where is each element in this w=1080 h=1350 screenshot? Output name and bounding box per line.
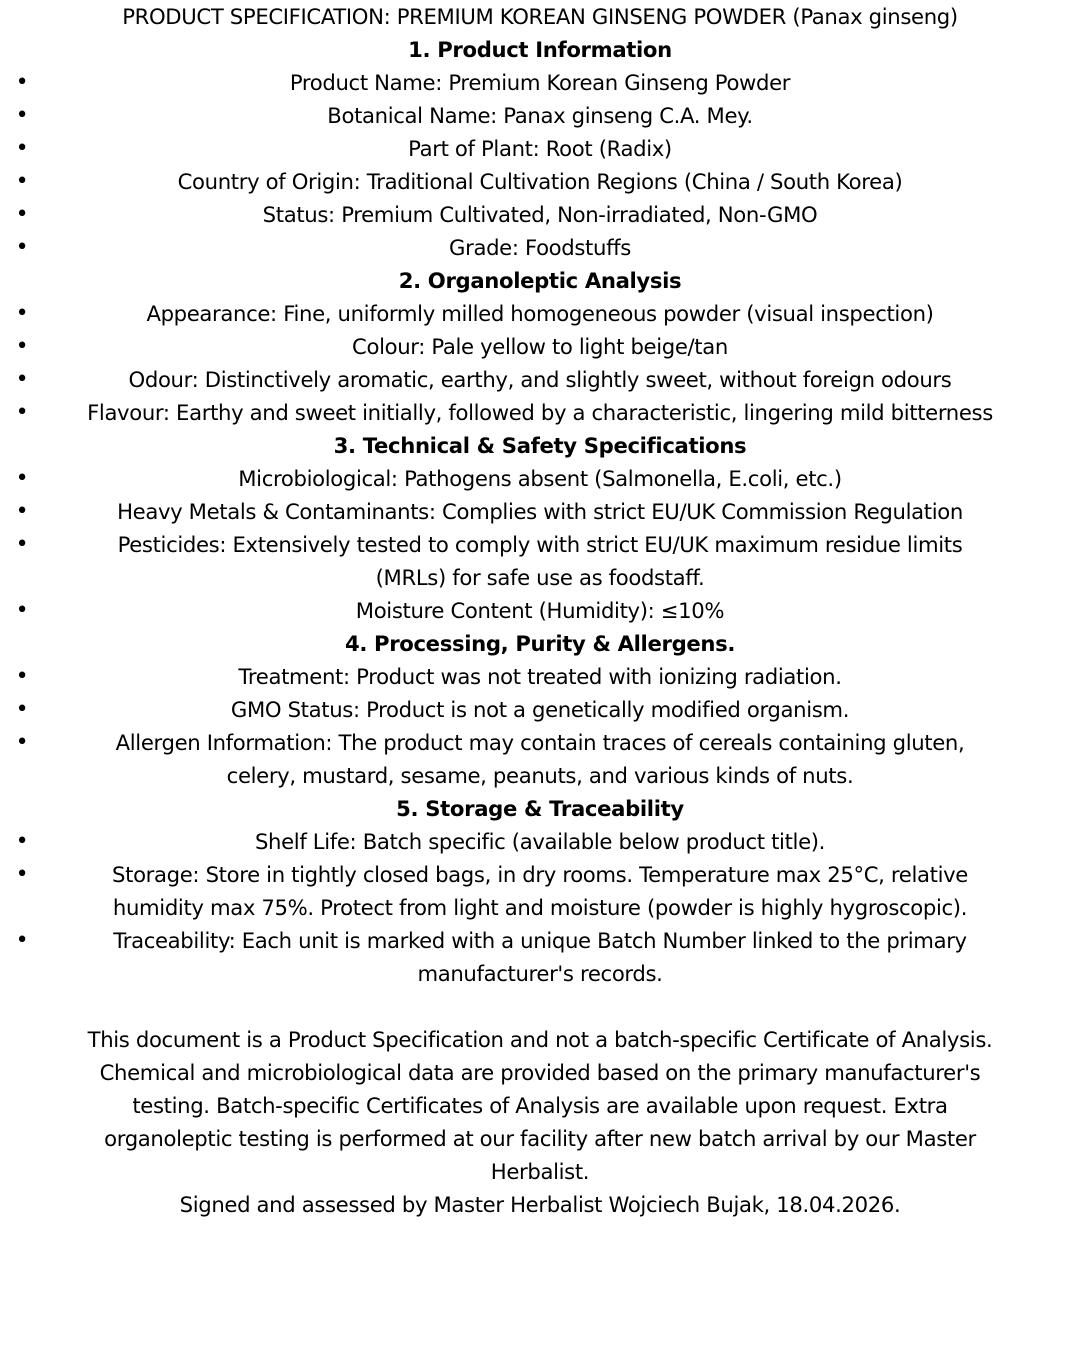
bullet-icon: • [15,598,29,623]
document-title-text: PRODUCT SPECIFICATION: PREMIUM KOREAN GINSENG POWDER (Panax ginseng) [122,4,958,29]
section-heading [0,627,1080,660]
list-item [0,198,1080,231]
section-heading [0,33,1080,66]
section-heading-text: 1. Product Information [408,37,672,62]
disclaimer-line [0,1155,1080,1188]
section-heading [0,264,1080,297]
list-item-continuation [0,561,1080,594]
list-item [0,825,1080,858]
list-item [0,396,1080,429]
list-item-text: GMO Status: Product is not a genetically modified organism. [230,697,850,722]
disclaimer-line [0,1023,1080,1056]
bullet-icon: • [15,70,29,95]
bullet-icon: • [15,466,29,491]
disclaimer-line [0,1056,1080,1089]
bullet-icon: • [15,301,29,326]
bullet-icon: • [15,235,29,260]
bullet-icon: • [15,169,29,194]
list-item [0,99,1080,132]
bullet-icon: • [15,697,29,722]
list-item-text: Flavour: Earthy and sweet initially, followed by a characteristic, lingering mild bitterness [87,400,993,425]
list-item [0,330,1080,363]
disclaimer-text: Herbalist. [490,1159,590,1184]
bullet-icon: • [15,103,29,128]
list-item [0,297,1080,330]
list-item-text: Part of Plant: Root (Radix) [408,136,672,161]
list-item-text: Microbiological: Pathogens absent (Salmonella, E.coli, etc.) [238,466,842,491]
list-item [0,726,1080,759]
list-item [0,693,1080,726]
list-item-text: Product Name: Premium Korean Ginseng Powder [289,70,791,95]
disclaimer-text: testing. Batch-specific Certificates of Analysis are available upon request. Extra [132,1093,948,1118]
section-heading-text: 3. Technical & Safety Specifications [333,433,747,458]
list-item [0,495,1080,528]
list-item-text: Traceability: Each unit is marked with a unique Batch Number linked to the primary [113,928,967,953]
bullet-icon: • [15,367,29,392]
list-item-text: Odour: Distinctively aromatic, earthy, and slightly sweet, without foreign odours [128,367,952,392]
bullet-icon: • [15,499,29,524]
list-item-text: Pesticides: Extensively tested to comply with strict EU/UK maximum residue limits [117,532,963,557]
list-item [0,924,1080,957]
list-item [0,462,1080,495]
bullet-icon: • [15,928,29,953]
disclaimer-line [0,1122,1080,1155]
disclaimer-text: This document is a Product Specification and not a batch-specific Certificate of Analysis. [87,1027,993,1052]
list-item [0,594,1080,627]
list-item-text: Allergen Information: The product may contain traces of cereals containing gluten, [115,730,965,755]
list-item [0,528,1080,561]
signature-line [0,1188,1080,1221]
list-item-text: Grade: Foodstuffs [449,235,631,260]
signature-text: Signed and assessed by Master Herbalist Wojciech Bujak, 18.04.2026. [179,1192,901,1217]
list-item [0,132,1080,165]
list-item-text: Storage: Store in tightly closed bags, in dry rooms. Temperature max 25°C, relative [112,862,968,887]
list-item-text: Botanical Name: Panax ginseng C.A. Mey. [327,103,753,128]
disclaimer-line [0,1089,1080,1122]
section-heading-text: 5. Storage & Traceability [396,796,684,821]
bullet-icon: • [15,136,29,161]
list-item-text: Moisture Content (Humidity): ≤10% [355,598,725,623]
section-heading [0,429,1080,462]
list-item-text: (MRLs) for safe use as foodstaff. [375,565,705,590]
list-item [0,66,1080,99]
list-item [0,165,1080,198]
section-heading [0,792,1080,825]
list-item-text: Colour: Pale yellow to light beige/tan [352,334,728,359]
bullet-icon: • [15,829,29,854]
list-item [0,231,1080,264]
list-item-text: Status: Premium Cultivated, Non-irradiated, Non-GMO [262,202,818,227]
bullet-icon: • [15,664,29,689]
list-item [0,660,1080,693]
section-heading-text: 2. Organoleptic Analysis [398,268,682,293]
list-item-text: Country of Origin: Traditional Cultivation Regions (China / South Korea) [177,169,903,194]
list-item-text: manufacturer's records. [417,961,663,986]
bullet-icon: • [15,862,29,887]
list-item-text: celery, mustard, sesame, peanuts, and various kinds of nuts. [226,763,854,788]
list-item [0,858,1080,891]
list-item-text: humidity max 75%. Protect from light and moisture (powder is highly hygroscopic). [112,895,968,920]
list-item [0,363,1080,396]
list-item-text: Shelf Life: Batch specific (available below product title). [254,829,826,854]
bullet-icon: • [15,532,29,557]
bullet-icon: • [15,202,29,227]
disclaimer-text: Chemical and microbiological data are provided based on the primary manufacturer's [99,1060,981,1085]
list-item-text: Appearance: Fine, uniformly milled homogeneous powder (visual inspection) [146,301,934,326]
list-item-continuation [0,957,1080,990]
list-item-text: Heavy Metals & Contaminants: Complies with strict EU/UK Commission Regulation [117,499,963,524]
disclaimer-text: organoleptic testing is performed at our facility after new batch arrival by our Master [104,1126,976,1151]
document-title [0,0,1080,33]
section-heading-text: 4. Processing, Purity & Allergens. [344,631,736,656]
bullet-icon: • [15,730,29,755]
list-item-text: Treatment: Product was not treated with ionizing radiation. [238,664,842,689]
bullet-icon: • [15,334,29,359]
list-item-continuation [0,759,1080,792]
list-item-continuation [0,891,1080,924]
bullet-icon: • [15,400,29,425]
